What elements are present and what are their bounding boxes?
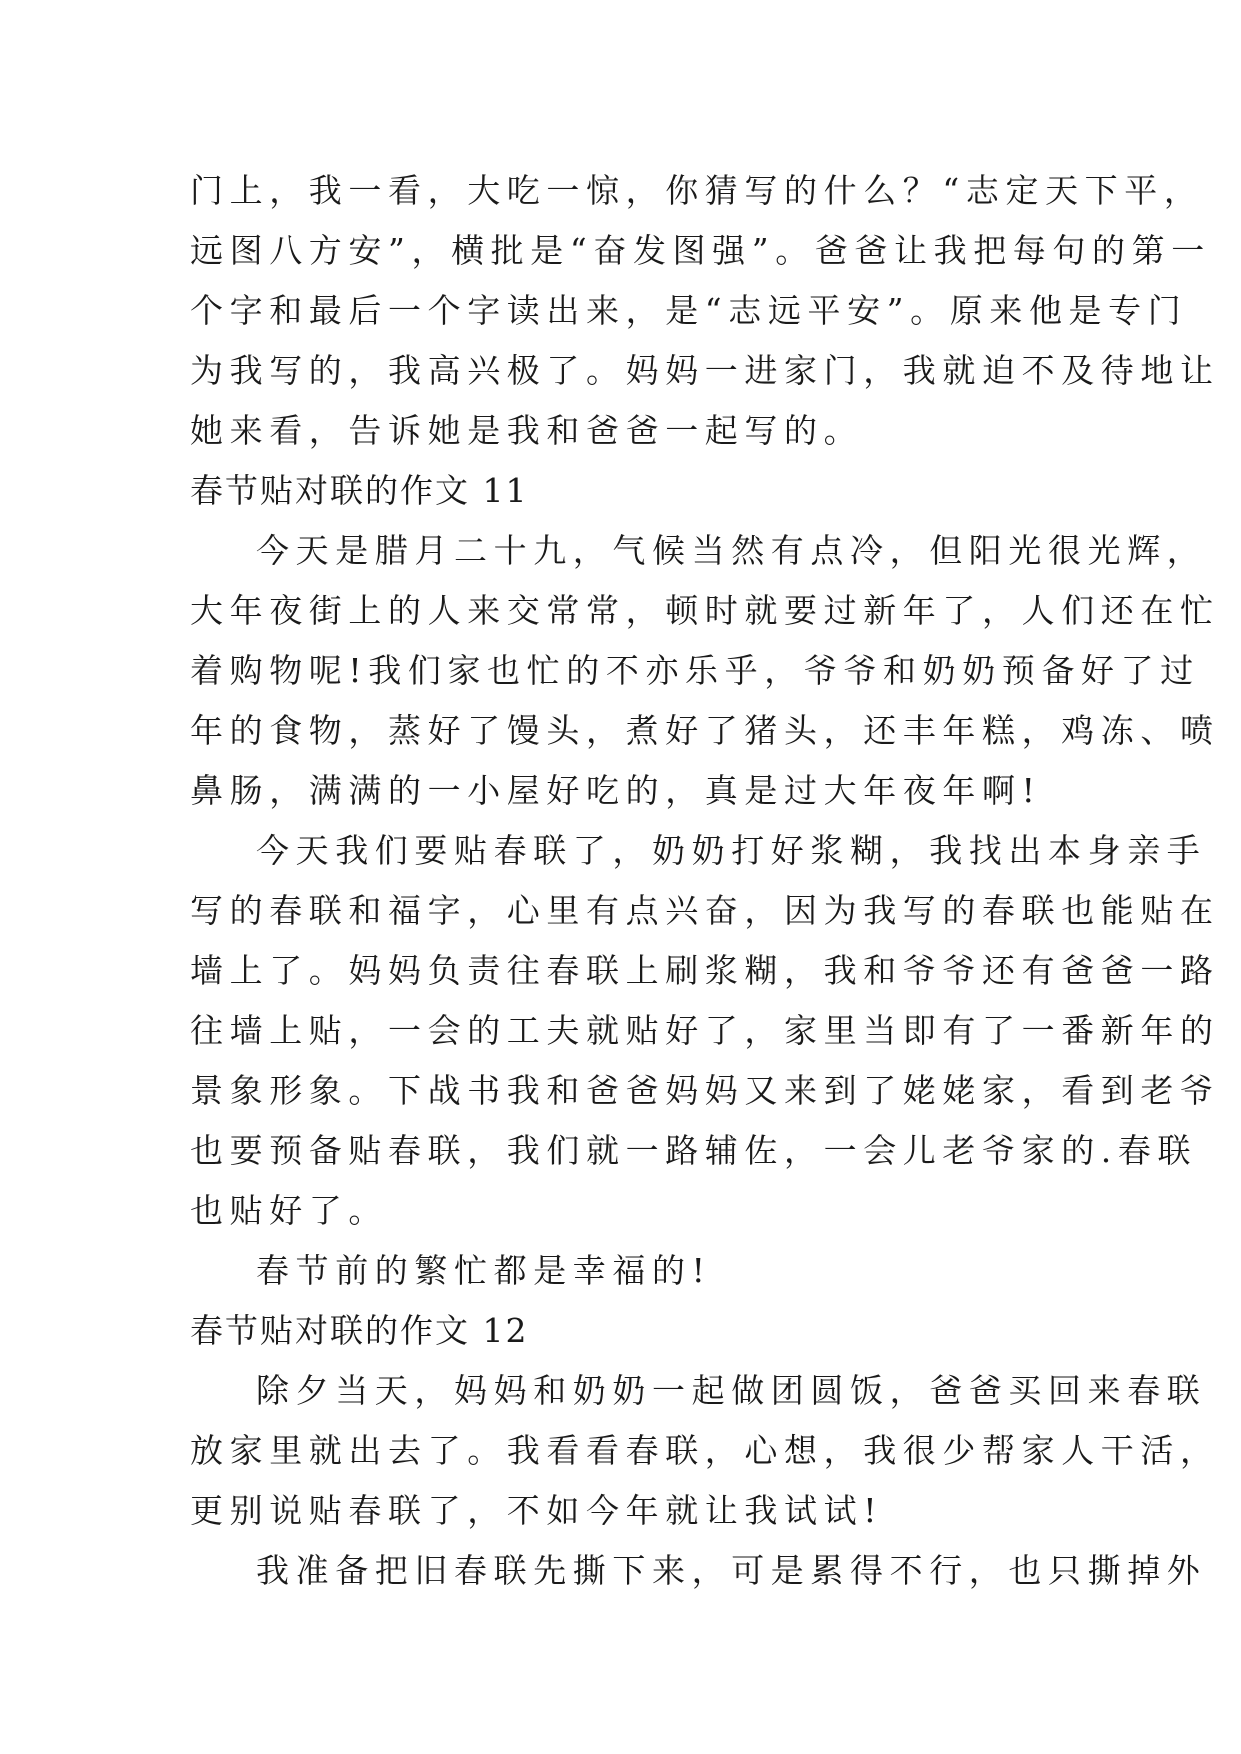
text-line: 景象形象。下战书我和爸爸妈妈又来到了姥姥家，看到老爷 xyxy=(190,1071,1220,1110)
text-line: 春节前的繁忙都是幸福的! xyxy=(256,1251,712,1290)
heading-text: 春节贴对联的作文 12 xyxy=(190,1311,529,1350)
text-line: 也要预备贴春联，我们就一路辅佐，一会儿老爷家的.春联 xyxy=(190,1131,1198,1170)
text-line: 放家里就出去了。我看看春联，心想，我很少帮家人干活， xyxy=(190,1431,1220,1470)
text-line: 远图八方安”，横批是“奋发图强”。爸爸让我把每句的第一 xyxy=(190,231,1211,270)
paragraph xyxy=(190,161,1220,461)
document-body xyxy=(190,161,1220,1601)
section-heading xyxy=(190,1301,1065,1361)
text-line: 墙上了。妈妈负责往春联上刷浆糊，我和爷爷还有爸爸一路 xyxy=(190,951,1220,990)
text-line: 为我写的，我高兴极了。妈妈一进家门，我就迫不及待地让 xyxy=(190,351,1220,390)
text-line: 往墙上贴，一会的工夫就贴好了，家里当即有了一番新年的 xyxy=(190,1011,1220,1050)
text-line: 鼻肠，满满的一小屋好吃的，真是过大年夜年啊! xyxy=(190,771,1042,810)
text-line: 我准备把旧春联先撕下来，可是累得不行，也只撕掉外 xyxy=(256,1551,1207,1590)
heading-text: 春节贴对联的作文 11 xyxy=(190,471,529,510)
paragraph xyxy=(190,1361,1220,1541)
text-line: 今天是腊月二十九，气候当然有点冷，但阳光很光辉， xyxy=(256,531,1207,570)
text-line: 写的春联和福字，心里有点兴奋，因为我写的春联也能贴在 xyxy=(190,891,1220,930)
paragraph xyxy=(190,821,1220,1241)
text-line: 除夕当天，妈妈和奶奶一起做团圆饭，爸爸买回来春联 xyxy=(256,1371,1207,1410)
paragraph xyxy=(190,521,1220,821)
text-line: 着购物呢!我们家也忙的不亦乐乎，爷爷和奶奶预备好了过 xyxy=(190,651,1200,690)
text-line: 个字和最后一个字读出来，是“志远平安”。原来他是专门 xyxy=(190,291,1188,330)
text-line: 门上，我一看，大吃一惊，你猜写的什么？“志定天下平， xyxy=(190,171,1204,210)
text-line: 她来看，告诉她是我和爸爸一起写的。 xyxy=(190,411,864,450)
section-heading xyxy=(190,461,1065,521)
text-line: 也贴好了。 xyxy=(190,1191,388,1230)
text-line: 今天我们要贴春联了，奶奶打好浆糊，我找出本身亲手 xyxy=(256,831,1207,870)
text-line: 年的食物，蒸好了馒头，煮好了猪头，还丰年糕，鸡冻、喷 xyxy=(190,711,1220,750)
paragraph xyxy=(190,1541,1207,1601)
text-line: 更别说贴春联了，不如今年就让我试试! xyxy=(190,1491,884,1530)
text-line: 大年夜街上的人来交常常，顿时就要过新年了，人们还在忙 xyxy=(190,591,1220,630)
paragraph xyxy=(190,1241,1065,1301)
